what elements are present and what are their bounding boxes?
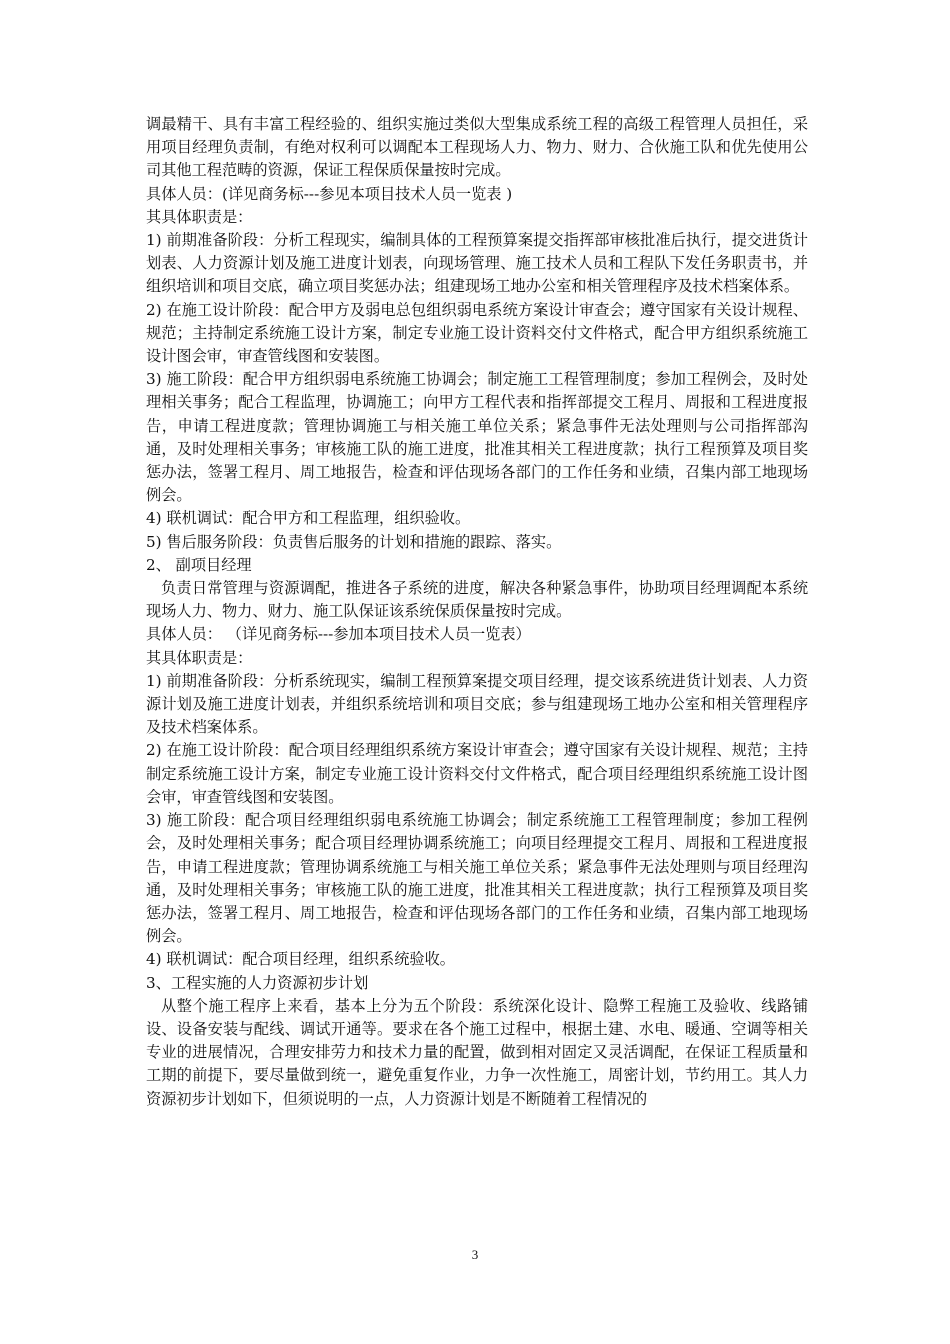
paragraph: 负责日常管理与资源调配，推进各子系统的进度，解决各种紧急事件，协助项目经理调配本系统现场人力、物力、财力、施工队保证该系统保质保量按时完成。 (146, 579, 808, 621)
paragraph: 3) 施工阶段：配合甲方组织弱电系统施工协调会；制定施工工程管理制度；参加工程例会，及时处理相关事务；配合工程监理，协调施工；向甲方工程代表和指挥部提交工程月、周报和工程进度报告，申请工程进度款；管理协调施工与相关施工单位关系；紧急事件无法处理则与公司指挥部沟通，及时处理相关事务；审核施工队的施工进度，批准其相关工程进度款；执行工程预算及项目奖惩办法，签署工程月、周工地报告，检查和评估现场各部门的工作任务和业绩，召集内部工地现场例会。 (146, 370, 808, 505)
document-body (146, 113, 808, 1111)
paragraph: 其具体职责是： (146, 207, 253, 226)
paragraph: 具体人员： （详见商务标---参加本项目技术人员一览表） (146, 625, 531, 644)
paragraph: 1) 前期准备阶段：分析工程现实，编制具体的工程预算案提交指挥部审核批准后执行，提交进货计划表、人力资源计划及施工进度计划表，向现场管理、施工技术人员和工程队下发任务职责书，并组织培训和项目交底，确立项目奖惩办法；组建现场工地办公室和相关管理程序及技术档案体系。 (146, 231, 808, 296)
paragraph: 4) 联机调试：配合项目经理，组织系统验收。 (146, 950, 455, 969)
section-heading: 2、 副项目经理 (146, 555, 252, 574)
paragraph: 具体人员：(详见商务标---参见本项目技术人员一览表 ) (146, 184, 513, 203)
paragraph: 2) 在施工设计阶段：配合项目经理组织系统方案设计审查会；遵守国家有关设计规程、规范；主持制定系统施工设计方案，制定专业施工设计资料交付文件格式，配合项目经理组织系统施工设计图会审，审查管线图和安装图。 (146, 741, 808, 806)
paragraph: 4) 联机调试：配合甲方和工程监理，组织验收。 (146, 509, 471, 528)
paragraph: 3) 施工阶段：配合项目经理组织弱电系统施工协调会；制定系统施工工程管理制度；参加工程例会，及时处理相关事务；配合项目经理协调系统施工；向项目经理提交工程月、周报和工程进度报告，申请工程进度款；管理协调系统施工与相关施工单位关系；紧急事件无法处理则与项目经理沟通，及时处理相关事务；审核施工队的施工进度，批准其相关工程进度款；执行工程预算及项目奖惩办法，签署工程月、周工地报告，检查和评估现场各部门的工作任务和业绩，召集内部工地现场例会。 (146, 811, 808, 946)
paragraph: 1) 前期准备阶段：分析系统现实，编制工程预算案提交项目经理，提交该系统进货计划表、人力资源计划及施工进度计划表，并组织系统培训和项目交底；参与组建现场工地办公室和相关管理程序及技术档案体系。 (146, 671, 808, 737)
paragraph: 其具体职责是： (146, 648, 253, 667)
paragraph: 2) 在施工设计阶段：配合甲方及弱电总包组织弱电系统方案设计审查会；遵守国家有关设计规程、规范；主持制定系统施工设计方案，制定专业施工设计资料交付文件格式，配合甲方组织系统施工设计图会审，审查管线图和安装图。 (146, 300, 808, 366)
section-heading: 3、工程实施的人力资源初步计划 (146, 973, 369, 992)
paragraph: 5) 售后服务阶段：负责售后服务的计划和措施的跟踪、落实。 (146, 532, 562, 551)
paragraph: 从整个施工程序上来看，基本上分为五个阶段：系统深化设计、隐弊工程施工及验收、线路铺设、设备安装与配线、调试开通等。要求在各个施工过程中，根据土建、水电、暖通、空调等相关专业的进展情况，合理安排劳力和技术力量的配置，做到相对固定又灵活调配，在保证工程质量和工期的前提下，要尽量做到统一，避免重复作业，力争一次性施工，周密计划，节约用工。其人力资源初步计划如下，但须说明的一点，人力资源计划是不断随着工程情况的 (146, 996, 808, 1108)
page-number: 3 (471, 1247, 479, 1262)
paragraph: 调最精干、具有丰富工程经验的、组织实施过类似大型集成系统工程的高级工程管理人员担任，采用项目经理负责制，有绝对权利可以调配本工程现场人力、物力、财力、合伙施工队和优先使用公司其他工程范畴的资源，保证工程保质保量按时完成。 (146, 115, 808, 180)
